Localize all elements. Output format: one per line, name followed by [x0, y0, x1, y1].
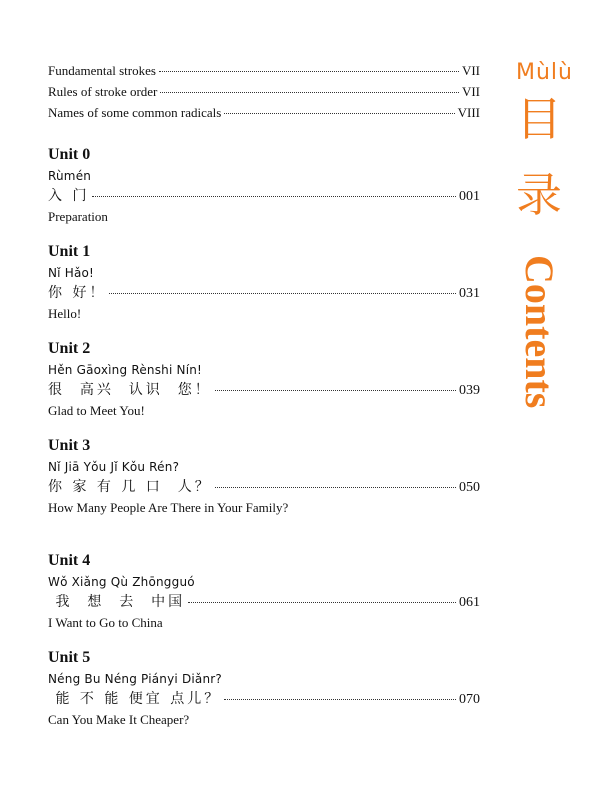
front-matter-list [48, 60, 480, 123]
unit-page-number: 031 [459, 286, 480, 301]
toc-entry[interactable] [48, 81, 480, 102]
unit-title-line [48, 591, 480, 613]
dot-leader [92, 195, 456, 197]
unit-chinese-title: 你 家 有 几 口 人？ [48, 479, 212, 495]
unit-english-title: Hello! [48, 306, 82, 321]
unit-chinese-title: 你 好！ [48, 285, 107, 301]
dot-leader [109, 292, 456, 294]
unit-heading: Unit 0 [48, 146, 91, 163]
unit-entry[interactable] [48, 648, 480, 730]
unit-title-line [48, 282, 480, 304]
unit-title-line [48, 379, 480, 401]
unit-entry[interactable] [48, 145, 480, 227]
unit-pinyin: Rùmén [48, 169, 92, 183]
dot-leader [160, 91, 459, 93]
dot-leader [188, 601, 456, 603]
unit-page-number: 001 [459, 189, 480, 204]
unit-english-title: I Want to Go to China [48, 615, 163, 630]
unit-page-number: 050 [459, 480, 480, 495]
toc-entry[interactable] [48, 102, 480, 123]
unit-english-title: Glad to Meet You! [48, 403, 145, 418]
toc-entry[interactable] [48, 60, 480, 81]
dot-leader [224, 698, 456, 700]
toc-entry-page: VIII [457, 105, 480, 120]
unit-heading: Unit 1 [48, 243, 91, 260]
toc-entry-label: Names of some common radicals [48, 105, 222, 120]
unit-chinese-title: 入 门 [48, 188, 90, 204]
dot-leader [224, 112, 454, 114]
unit-english-title: Preparation [48, 209, 108, 224]
unit-title-line [48, 185, 480, 207]
unit-page-number: 061 [459, 595, 480, 610]
side-title-pinyin: Mùlù [516, 60, 573, 85]
side-title-chinese-char: 目 [516, 92, 562, 146]
unit-page-number: 039 [459, 383, 480, 398]
unit-heading: Unit 5 [48, 649, 91, 666]
unit-english-title: How Many People Are There in Your Family? [48, 500, 289, 515]
unit-title-line [48, 476, 480, 498]
dot-leader [215, 389, 456, 391]
toc-entry-page: VII [461, 63, 480, 78]
dot-leader [159, 70, 459, 72]
side-title-chinese-char: 录 [516, 168, 562, 222]
unit-pinyin: Nǐ Hǎo! [48, 266, 95, 280]
toc-entry-page: VII [461, 84, 480, 99]
unit-pinyin: Wǒ Xiǎng Qù Zhōngguó [48, 575, 195, 589]
unit-chinese-title: 能 不 能 便宜 点儿？ [48, 691, 222, 707]
unit-heading: Unit 2 [48, 340, 91, 357]
side-title-english: Contents [517, 255, 562, 409]
unit-pinyin: Nǐ Jiā Yǒu Jǐ Kǒu Rén? [48, 460, 180, 474]
unit-heading: Unit 3 [48, 437, 91, 454]
unit-english-title: Can You Make It Cheaper? [48, 712, 190, 727]
toc-entry-label: Fundamental strokes [48, 63, 156, 78]
toc-entry-label: Rules of stroke order [48, 84, 158, 99]
unit-chinese-title: 我 想 去 中国 [48, 594, 186, 610]
unit-entry[interactable] [48, 551, 480, 633]
dot-leader [215, 486, 456, 488]
unit-entry[interactable] [48, 436, 480, 518]
unit-entry[interactable] [48, 242, 480, 324]
unit-entry[interactable] [48, 339, 480, 421]
unit-chinese-title: 很 高兴 认识 您！ [48, 382, 212, 398]
unit-heading: Unit 4 [48, 552, 91, 569]
unit-pinyin: Néng Bu Néng Piányi Diǎnr? [48, 672, 222, 686]
unit-title-line [48, 688, 480, 710]
unit-page-number: 070 [459, 692, 480, 707]
unit-pinyin: Hěn Gāoxìng Rènshi Nín! [48, 363, 203, 377]
